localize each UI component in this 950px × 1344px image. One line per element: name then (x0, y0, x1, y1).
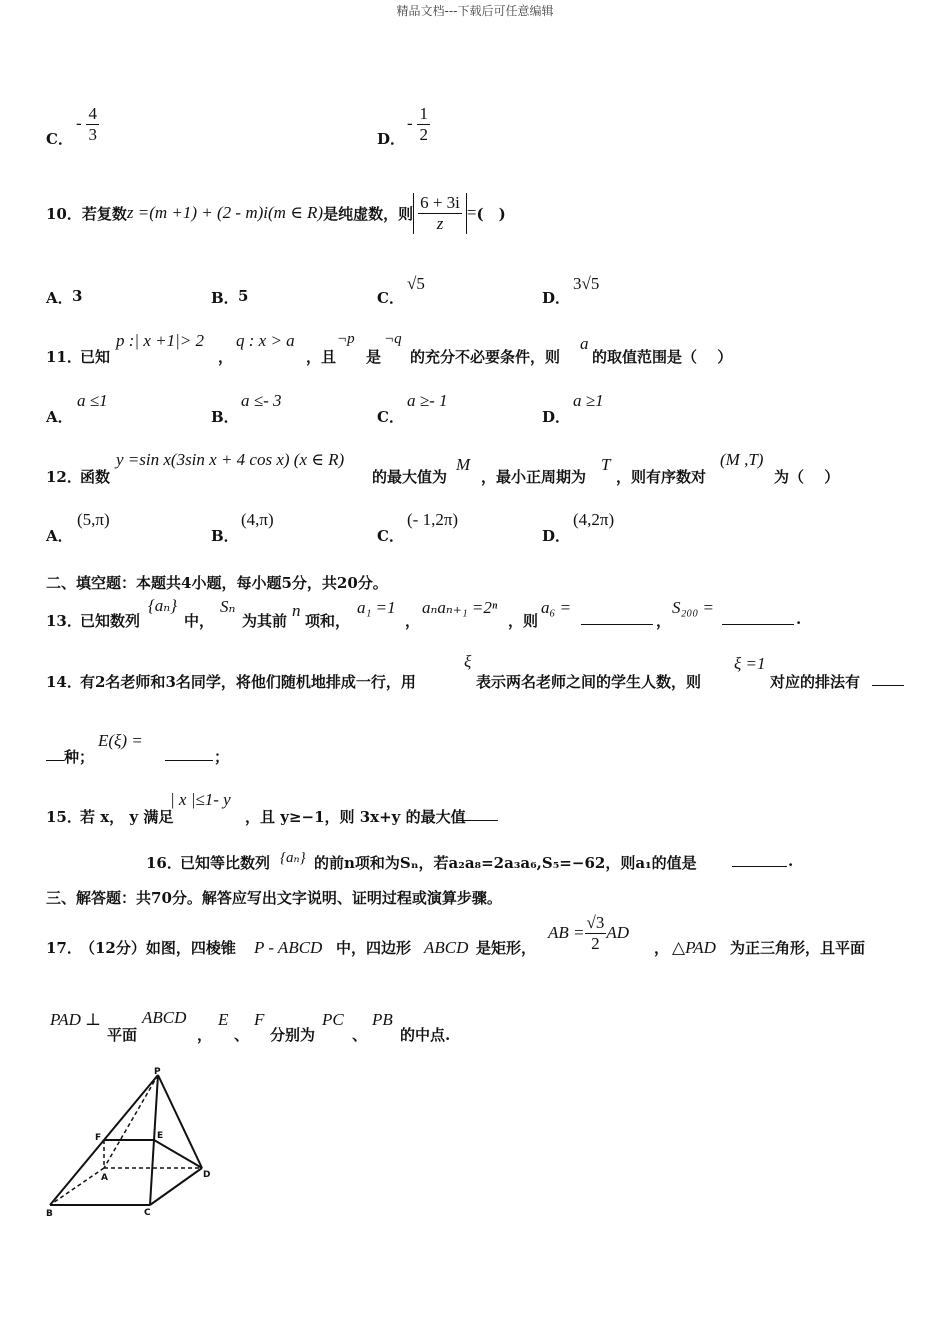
q13-end: . (796, 610, 802, 628)
page-header: 精品文档---下载后可任意编辑 (396, 4, 554, 18)
section-2-heading: 二、填空题：本题共4小题，每小题5分，共20分。 (46, 574, 388, 592)
q17-text-2: 中，四边形 (336, 939, 412, 957)
q13-text-1: 已知数列 (80, 612, 141, 630)
q11-condition-q: q : x > a (236, 331, 295, 350)
q12-text-4: ，则有序数对 (616, 468, 707, 486)
q17-number: 17． (46, 939, 82, 957)
q11-condition-p: p :| x +1|> 2 (116, 331, 204, 350)
q12-function: y =sin x(3sin x + 4 cos x) (x ∈ R) (116, 450, 345, 469)
q16-text-2: 的前n项和为Sₙ，若a₂a₈=2a₃a₆,S₅=−62，则a₁的值是 (314, 854, 697, 872)
q11-text-2: ，且 (306, 348, 337, 366)
q9-option-d-label: D． (377, 130, 406, 148)
q11-option-c-label: C． (377, 408, 404, 426)
q17-pyramid: P - ABCD (254, 938, 323, 957)
q10-option-c-value: √5 (407, 274, 425, 293)
q10-option-a-label: A． (46, 289, 73, 307)
q17-comma: ， (654, 939, 670, 957)
q15-number: 15． (46, 808, 82, 826)
q11-option-c-value: a ≥- 1 (407, 391, 448, 410)
q14-text-4: 种； (64, 748, 95, 766)
q13-Sn: Sₙ (220, 597, 236, 616)
q11-option-d-value: a ≥1 (573, 391, 604, 410)
edge-PA (104, 1075, 158, 1168)
q10-option-a-value: 3 (72, 287, 83, 305)
q13-comma: ， (405, 612, 421, 630)
pyramid-figure (40, 1065, 220, 1220)
abs-fraction: $\frac{6 + 3i}{z}$ (413, 193, 467, 234)
q13-answer-blank-1[interactable] (581, 610, 653, 625)
q16-answer-blank[interactable] (732, 852, 787, 867)
label-F: F (95, 1133, 102, 1143)
q9-option-c-label: C． (46, 130, 73, 148)
q15-condition: | x |≤1- y (170, 790, 231, 809)
q13-number: 13． (46, 612, 82, 630)
q17-line2-PB: PB (372, 1010, 393, 1029)
q13-condition-1: a₁ =1 (357, 598, 396, 617)
q9-option-d-value: - $\frac{1}{2}$ (407, 104, 428, 144)
q14-end: ； (214, 748, 230, 766)
q12-text-5: 为（ ） (774, 468, 840, 486)
q16-sequence: {aₙ} (280, 850, 306, 866)
q17-line2-abcd: ABCD (142, 1008, 187, 1027)
q10-option-b-value: 5 (238, 287, 249, 305)
q13-text-3: 为其前 (242, 612, 288, 630)
q11-comma: ， (218, 348, 234, 366)
q11-text-1: 已知 (80, 348, 111, 366)
q17-quad: ABCD (424, 938, 469, 957)
q12-pair: (M ,T) (720, 450, 764, 469)
q14-answer-blank-1[interactable] (872, 671, 904, 686)
q10-option-d-label: D． (542, 289, 571, 307)
q11-not-p: ¬p (337, 331, 355, 347)
label-P: P (154, 1067, 161, 1077)
q12-var-M: M (456, 455, 471, 474)
q11-option-d-label: D． (542, 408, 571, 426)
q16-end: . (788, 852, 794, 870)
q13-text-2: 中， (184, 612, 215, 630)
q17-line2-F: F (254, 1010, 265, 1029)
q12-option-b-value: (4,π) (241, 510, 274, 529)
q13-text-4: 项和， (305, 612, 351, 630)
q17-line2-text-6: 的中点. (400, 1026, 451, 1044)
q13-n: n (292, 601, 301, 620)
q10-option-b-label: B． (211, 289, 239, 307)
label-A: A (101, 1173, 108, 1183)
q11-number: 11． (46, 348, 82, 366)
section-3-heading: 三、解答题：共70分。解答应写出文字说明、证明过程或演算步骤。 (46, 889, 502, 907)
label-E: E (157, 1131, 164, 1141)
q16-number: 16． (146, 854, 182, 872)
q13-answer-blank-2[interactable] (722, 610, 794, 625)
q12-option-b-label: B． (211, 527, 239, 545)
q12-text-1: 函数 (80, 468, 111, 486)
q11-option-a-value: a ≤1 (77, 391, 108, 410)
q9-option-c-value: - $\frac{4}{3}$ (76, 104, 97, 144)
q13-condition-2: aₙaₙ₊₁ =2ⁿ (422, 598, 498, 617)
q14-xi-eq-1: ξ =1 (734, 654, 766, 673)
q11-text-5: 的取值范围是（ ） (592, 348, 733, 366)
q10-option-c-label: C． (377, 289, 404, 307)
q13-a6: a₆ = (541, 598, 572, 617)
q12-text-2: 的最大值为 (372, 468, 448, 486)
q12-option-c-value: (- 1,2π) (407, 510, 459, 529)
q17-line2-PC: PC (322, 1010, 344, 1029)
q12-number: 12． (46, 468, 82, 486)
q12-var-T: T (601, 455, 611, 474)
q11-option-b-label: B． (211, 408, 239, 426)
q10-option-d-value: 3√5 (573, 274, 600, 293)
q17-text-3: 是矩形， (476, 939, 537, 957)
q17-triangle: △PAD (672, 938, 716, 957)
q14-xi: ξ (464, 652, 472, 671)
q15-text-2: ，且 y≥−1，则 3x+y 的最大值 (245, 808, 466, 826)
q17-line2-E: E (218, 1010, 229, 1029)
q17-ratio: AB = $\frac{√3}{2}$ AD (548, 912, 630, 953)
q15-answer-blank[interactable] (456, 806, 498, 821)
q17-text-4: 为正三角形，且平面 (730, 939, 866, 957)
q12-option-d-label: D． (542, 527, 571, 545)
q12-option-a-label: A． (46, 527, 73, 545)
q17-line2-text-3: 、 (234, 1026, 250, 1044)
q13-text-5: ，则 (508, 612, 539, 630)
q14-number: 14． (46, 673, 82, 691)
q14-answer-blank-2[interactable] (165, 746, 213, 761)
label-C: C (144, 1208, 151, 1218)
label-D: D (203, 1170, 211, 1180)
q16-text-1: 已知等比数列 (180, 854, 271, 872)
pyramid-solid-edges (50, 1075, 202, 1205)
q17-line2-text-4: 分别为 (270, 1026, 316, 1044)
q15-text-1: 若 x， y 满足 (80, 808, 174, 826)
q14-text-2: 表示两名老师之间的学生人数，则 (476, 673, 702, 691)
q13-S200: S₂₀₀ = (672, 598, 714, 617)
q12-option-d-value: (4,2π) (573, 510, 615, 529)
q13-sequence: {aₙ} (148, 596, 177, 615)
q17-text-1: （12分）如图，四棱锥 (80, 939, 236, 957)
q13-comma-2: ， (656, 612, 672, 630)
q11-text-4: 的充分不必要条件，则 (410, 348, 561, 366)
label-B: B (46, 1209, 53, 1219)
q14-expectation: E(ξ) = (98, 731, 143, 750)
q14-answer-blank-1-cont[interactable] (46, 746, 64, 761)
q12-option-a-value: (5,π) (77, 510, 110, 529)
q11-option-a-label: A． (46, 408, 73, 426)
edge-CD (150, 1168, 202, 1205)
q17-line2-text-2: ， (197, 1026, 213, 1044)
q11-not-q: ¬q (384, 331, 402, 347)
q17-line2-pad: PAD ⊥ (50, 1010, 102, 1029)
q17-line2-text-1: 平面 (107, 1026, 138, 1044)
q11-option-b-value: a ≤- 3 (241, 391, 282, 410)
question-10: 10． 若复数 z =(m +1) + (2 - m)i(m ∈ R) 是纯虚数，则 $\frac{6 + 3i}{z}$ = ( ) (46, 192, 506, 233)
q12-text-3: ，最小正周期为 (481, 468, 587, 486)
q11-var-a: a (580, 334, 589, 353)
q12-option-c-label: C． (377, 527, 404, 545)
q11-text-3: 是 (366, 348, 382, 366)
q17-line2-text-5: 、 (352, 1026, 368, 1044)
q14-text-1: 有2名老师和3名同学，将他们随机地排成一行，用 (80, 673, 416, 691)
q14-text-3: 对应的排法有 (770, 673, 861, 691)
